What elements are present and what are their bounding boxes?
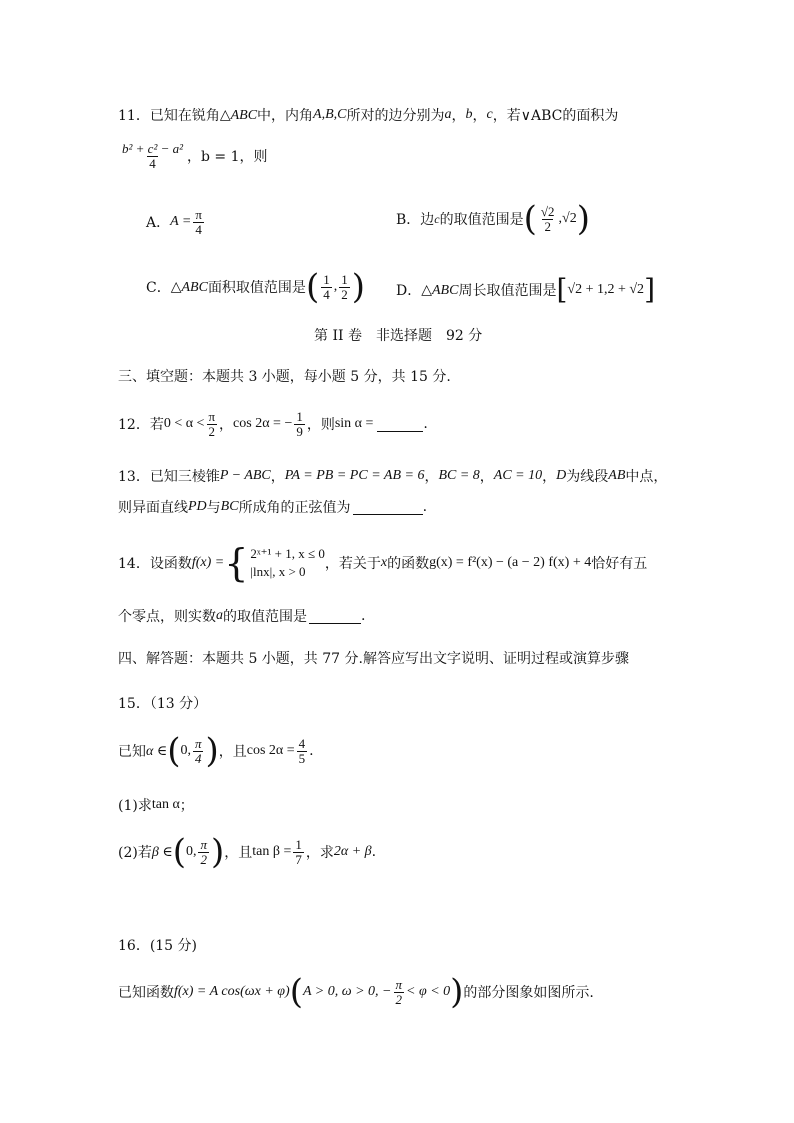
- q12-text: 12．若: [118, 417, 164, 434]
- q13-text: 中点，: [625, 469, 668, 485]
- right-paren: ): [205, 731, 219, 771]
- q12-fraction: [294, 410, 305, 438]
- q15-part1: [118, 795, 194, 815]
- q15-math: tan α: [151, 797, 180, 812]
- q15-text: 已知: [118, 744, 146, 760]
- q13-text: 为线段: [566, 469, 609, 485]
- fraction-denominator: 2: [200, 851, 207, 867]
- q11-text: 中，内角: [257, 108, 314, 124]
- q16-text: 的部分图象如图所示.: [463, 985, 594, 1001]
- fraction-numerator: π: [395, 976, 403, 992]
- right-paren: ): [210, 832, 225, 872]
- comma: ,: [333, 279, 338, 294]
- q13-math: P − ABC: [219, 468, 271, 483]
- q14-math: a: [216, 608, 223, 623]
- q13-text: 13．已知三棱锥: [118, 469, 220, 485]
- q15-text: ，且: [218, 744, 247, 760]
- option-text: 面积取值范围是: [207, 280, 306, 296]
- left-bracket: [: [556, 273, 568, 306]
- q16-math: f(x) = A cos(ωx + φ): [174, 984, 290, 999]
- q12-math: sin α =: [334, 416, 374, 432]
- right-paren: ): [576, 199, 590, 239]
- q11-side-b: b: [465, 107, 473, 122]
- option-math: c: [434, 211, 440, 226]
- option-label: B．边: [396, 212, 435, 228]
- option-label: A．: [146, 215, 171, 232]
- q14-text: .: [361, 608, 366, 624]
- fraction-numerator: 1: [323, 271, 330, 287]
- q13-math: BC = 8: [438, 468, 480, 483]
- fraction-denominator: 2: [208, 423, 215, 439]
- q14-text: 的函数: [387, 556, 430, 572]
- q14-line1: [118, 541, 648, 585]
- q15-math: α ∈: [146, 743, 168, 759]
- q13-math: D: [556, 468, 567, 483]
- q13-math: AB: [608, 468, 626, 483]
- section3-title: [118, 366, 451, 386]
- section-title-text: 第 II 卷 非选择题 92 分: [314, 328, 483, 344]
- left-paren: (: [289, 972, 303, 1012]
- q11-text: ，: [472, 108, 487, 124]
- q15-math: cos 2α =: [246, 743, 295, 758]
- option-fraction: [339, 273, 350, 301]
- fraction-denominator: 4: [194, 750, 202, 766]
- q16-fraction: [394, 978, 405, 1006]
- q13-math: PD: [188, 499, 207, 514]
- q15-text: (1)求: [118, 798, 152, 814]
- q15-math: tan β =: [252, 844, 292, 859]
- left-brace: {: [224, 541, 249, 585]
- q13-text: 与: [206, 500, 221, 516]
- q11-side-c: c: [486, 107, 493, 122]
- fraction-denominator: 5: [298, 750, 306, 766]
- fraction-numerator: π: [200, 836, 207, 852]
- q11-text: ，: [451, 108, 466, 124]
- q12-math: 0 < α <: [163, 416, 205, 432]
- q11-area-fraction: [120, 142, 185, 170]
- q12: [118, 410, 428, 438]
- fraction-numerator: 1: [295, 836, 302, 852]
- q15-fraction: [193, 737, 204, 765]
- option-text: 的取值范围是: [439, 212, 524, 228]
- q16-head: [118, 935, 197, 955]
- q12-text: ，则: [306, 417, 335, 434]
- answer-blank[interactable]: [353, 500, 423, 515]
- fraction-numerator: 4: [298, 735, 306, 751]
- q13-text: ，: [424, 469, 439, 485]
- q13-text: ，: [479, 469, 494, 485]
- q15-part2: [118, 832, 377, 872]
- q13-text: ，: [270, 469, 285, 485]
- q14-math: g(x) = f²(x) − (a − 2) f(x) + 4: [429, 555, 592, 570]
- option-math: △ABC: [421, 282, 459, 298]
- q15-math: 2α + β: [333, 844, 372, 859]
- q16-math: A > 0, ω > 0, −: [302, 984, 392, 999]
- right-paren: ): [450, 972, 464, 1012]
- q15-fraction: [198, 838, 209, 866]
- q14-text: 恰好有五: [591, 556, 648, 572]
- left-paren: (: [523, 199, 537, 239]
- q11-triangle: △ABC: [219, 107, 258, 123]
- q15-text: ；: [179, 798, 194, 814]
- right-bracket: ]: [644, 273, 655, 306]
- q14-text: 个零点，则实数: [118, 609, 216, 625]
- option-math: △ABC: [170, 279, 208, 295]
- q16-text: 已知函数: [118, 985, 174, 1001]
- q11-option-b: [396, 199, 590, 239]
- q12-fraction: [206, 410, 217, 438]
- left-paren: (: [167, 731, 181, 771]
- fraction-denominator: 7: [295, 851, 302, 867]
- q15-text: ，且: [224, 845, 253, 861]
- piecewise-cases: [250, 545, 324, 580]
- section-title-text: 三、填空题：本题共 3 小题，每小题 5 分，共 15 分.: [118, 369, 451, 385]
- left-paren: (: [172, 832, 186, 872]
- fraction-denominator: 4: [323, 286, 330, 302]
- q11-line1: [118, 105, 618, 125]
- fraction-numerator: π: [208, 409, 216, 424]
- option-fraction: [321, 273, 332, 301]
- q13-line1: [118, 466, 667, 486]
- case-2: |lnx|, x > 0: [250, 564, 306, 579]
- fraction-denominator: 2: [341, 286, 348, 302]
- answer-blank[interactable]: [309, 609, 361, 624]
- fraction-denominator: 2: [544, 218, 551, 234]
- fraction-numerator: √2: [540, 203, 555, 219]
- fraction-numerator: b² + c² − a²: [122, 141, 184, 156]
- q15-fraction: [293, 838, 304, 866]
- option-text: 周长取值范围是: [458, 283, 557, 299]
- section2-title: [314, 325, 482, 345]
- fraction-denominator: 9: [296, 423, 303, 439]
- q12-text: .: [423, 416, 428, 433]
- q13-text: 所成角的正弦值为: [238, 500, 351, 516]
- option-math: √2 + 1,2 + √2: [567, 282, 645, 297]
- q15-given: [118, 731, 314, 771]
- q13-text: ，: [542, 469, 557, 485]
- q16-math: < φ < 0: [406, 984, 451, 999]
- option-label: C．: [146, 280, 171, 296]
- fraction-numerator: 1: [341, 271, 348, 287]
- fraction-denominator: 2: [395, 991, 402, 1007]
- question-head: 16．(15 分): [118, 938, 198, 954]
- q11-angles: A,B,C: [313, 107, 347, 122]
- section4-title: [118, 648, 629, 668]
- q15-math: β ∈: [151, 844, 173, 860]
- q12-math: cos 2α = −: [233, 416, 293, 432]
- q13-math: AC = 10: [493, 468, 543, 483]
- q15-head: [118, 693, 207, 713]
- option-fraction: [193, 208, 204, 236]
- q11-option-c: [146, 267, 365, 307]
- q11-text: 11．已知在锐角: [118, 108, 220, 124]
- q13-math: BC: [220, 499, 239, 514]
- q15-text: (2)若: [118, 845, 152, 861]
- q11-option-d: [396, 273, 655, 306]
- left-paren: (: [305, 267, 320, 307]
- section-title-text: 四、解答题：本题共 5 小题，共 77 分.解答应写出文字说明、证明过程或演算步骤: [118, 651, 629, 667]
- q11-text: 所对的边分别为: [346, 108, 445, 124]
- q16-statement: [118, 972, 594, 1012]
- q11-text: ，b = 1，则: [187, 149, 268, 166]
- q11-line2: [118, 142, 268, 170]
- q11-option-a: [146, 208, 206, 236]
- q15-text: ，求: [305, 845, 334, 861]
- q12-text: ，: [219, 417, 234, 434]
- fraction-numerator: π: [195, 207, 202, 222]
- right-paren: ): [351, 267, 365, 307]
- case-1: 2ˣ⁺¹ + 1, x ≤ 0: [250, 546, 325, 562]
- q15-math: 0,: [180, 743, 191, 758]
- q14-text: 的取值范围是: [223, 609, 307, 625]
- q14-text: 14．设函数: [118, 556, 192, 572]
- q14-math: f(x) =: [191, 555, 225, 570]
- option-math: ,√2: [558, 211, 577, 226]
- option-fraction: [539, 205, 557, 233]
- q11-text: ，若∨ABC的面积为: [492, 108, 619, 124]
- q13-text: 则异面直线: [118, 500, 188, 516]
- q15-text: .: [371, 844, 377, 860]
- q15-math: 0,: [185, 844, 197, 859]
- q14-line2: [118, 606, 365, 626]
- fraction-numerator: 1: [296, 409, 303, 424]
- q13-text: .: [422, 499, 428, 515]
- question-head: 15．（13 分）: [118, 696, 208, 712]
- fraction-denominator: 4: [195, 221, 202, 237]
- q15-text: .: [309, 743, 314, 759]
- q13-line2: [118, 497, 427, 517]
- fraction-denominator: 4: [149, 155, 156, 171]
- answer-blank[interactable]: [377, 417, 423, 432]
- q14-math: x: [380, 555, 388, 570]
- option-label: D．: [396, 283, 422, 299]
- q15-fraction: [297, 737, 308, 765]
- q14-text: ，若关于: [324, 556, 381, 572]
- option-math: A =: [170, 214, 192, 230]
- q11-side-a: a: [444, 107, 452, 122]
- fraction-numerator: π: [194, 735, 202, 751]
- q13-math: PA = PB = PC = AB = 6: [284, 468, 425, 483]
